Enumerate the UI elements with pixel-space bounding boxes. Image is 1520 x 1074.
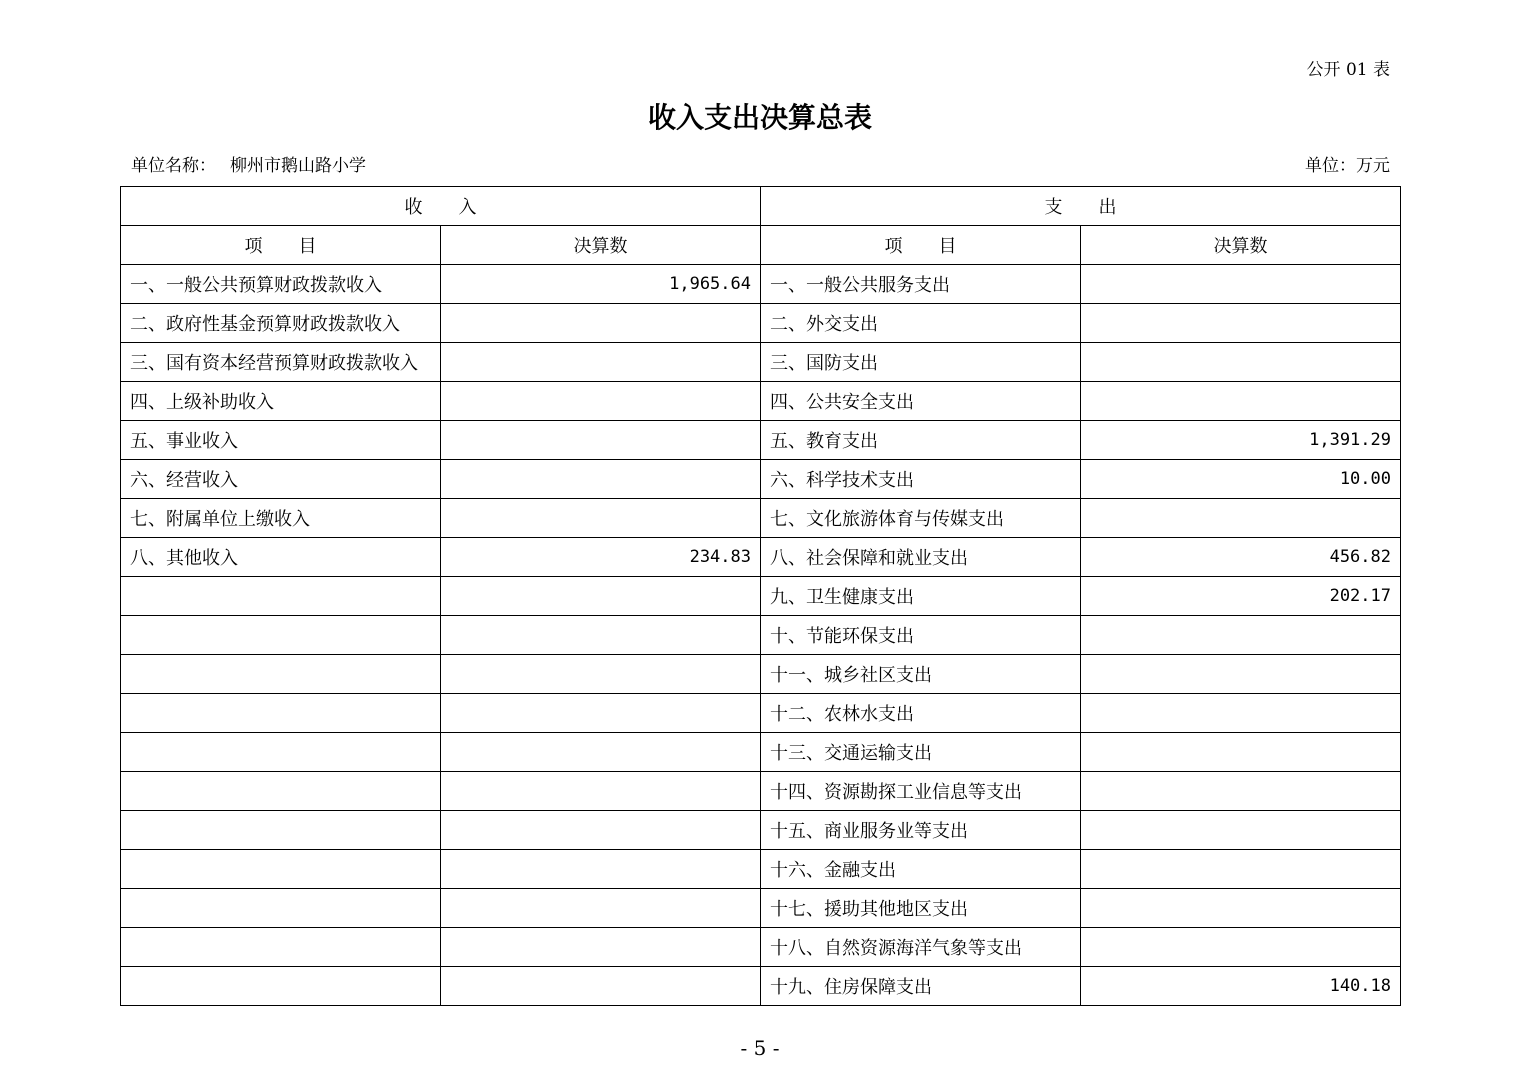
expense-amount-cell: 1,391.29: [1081, 421, 1401, 460]
income-amount-cell: [441, 655, 761, 694]
income-amount-cell: [441, 343, 761, 382]
expense-amount-cell: [1081, 265, 1401, 304]
income-item-cell: [121, 889, 441, 928]
unit-name-value: 柳州市鹅山路小学: [230, 156, 366, 176]
expense-item-cell: 十、节能环保支出: [761, 616, 1081, 655]
table-row: [121, 265, 1401, 304]
income-amount-cell: [441, 421, 761, 460]
table-row: [121, 499, 1401, 538]
table-row: [121, 577, 1401, 616]
expense-item-cell: 十五、商业服务业等支出: [761, 811, 1081, 850]
expense-item-cell: 十八、自然资源海洋气象等支出: [761, 928, 1081, 967]
expense-item-cell: 十三、交通运输支出: [761, 733, 1081, 772]
income-amount-header: 决算数: [441, 226, 761, 265]
expense-amount-cell: [1081, 499, 1401, 538]
income-amount-cell: [441, 616, 761, 655]
expense-item-cell: 十六、金融支出: [761, 850, 1081, 889]
unit-measure: 单位：万元: [1305, 156, 1390, 176]
income-amount-cell: 234.83: [441, 538, 761, 577]
table-section-header-row: [121, 187, 1401, 226]
expense-amount-cell: 456.82: [1081, 538, 1401, 577]
income-item-cell: 四、上级补助收入: [121, 382, 441, 421]
table-row: [121, 616, 1401, 655]
expense-item-cell: 二、外交支出: [761, 304, 1081, 343]
expense-item-cell: 三、国防支出: [761, 343, 1081, 382]
table-row: [121, 733, 1401, 772]
table-row: [121, 850, 1401, 889]
expense-item-cell: 五、教育支出: [761, 421, 1081, 460]
income-amount-cell: [441, 811, 761, 850]
expense-amount-cell: [1081, 343, 1401, 382]
table-column-header-row: [121, 226, 1401, 265]
expense-item-cell: 一、一般公共服务支出: [761, 265, 1081, 304]
income-amount-cell: [441, 889, 761, 928]
expense-amount-cell: 10.00: [1081, 460, 1401, 499]
expense-amount-cell: [1081, 772, 1401, 811]
expense-amount-cell: [1081, 655, 1401, 694]
table-row: [121, 889, 1401, 928]
expense-amount-cell: [1081, 733, 1401, 772]
income-item-cell: [121, 967, 441, 1006]
expense-amount-cell: [1081, 928, 1401, 967]
table-row: [121, 772, 1401, 811]
income-amount-cell: [441, 460, 761, 499]
income-amount-cell: [441, 382, 761, 421]
page-number: - 5 -: [740, 1036, 780, 1060]
expense-item-header: 项 目: [761, 226, 1081, 265]
income-item-header: 项 目: [121, 226, 441, 265]
form-code: 公开 01 表: [1306, 60, 1390, 80]
income-amount-cell: [441, 850, 761, 889]
income-item-cell: 八、其他收入: [121, 538, 441, 577]
page-title: 收入支出决算总表: [647, 101, 872, 134]
expense-amount-cell: [1081, 889, 1401, 928]
expense-item-cell: 八、社会保障和就业支出: [761, 538, 1081, 577]
expense-item-cell: 四、公共安全支出: [761, 382, 1081, 421]
income-item-cell: [121, 733, 441, 772]
table-row: [121, 421, 1401, 460]
income-amount-cell: [441, 733, 761, 772]
expense-item-cell: 七、文化旅游体育与传媒支出: [761, 499, 1081, 538]
expense-item-cell: 十四、资源勘探工业信息等支出: [761, 772, 1081, 811]
income-item-cell: [121, 655, 441, 694]
expense-item-cell: 十七、援助其他地区支出: [761, 889, 1081, 928]
income-expense-table: [120, 186, 1401, 1006]
income-item-cell: [121, 928, 441, 967]
expense-amount-cell: [1081, 694, 1401, 733]
income-amount-cell: [441, 304, 761, 343]
expense-amount-cell: [1081, 382, 1401, 421]
expense-item-cell: 六、科学技术支出: [761, 460, 1081, 499]
income-amount-cell: 1,965.64: [441, 265, 761, 304]
income-amount-cell: [441, 928, 761, 967]
expense-amount-cell: [1081, 304, 1401, 343]
unit-info-row: [131, 155, 1390, 177]
expense-item-cell: 九、卫生健康支出: [761, 577, 1081, 616]
income-item-cell: [121, 850, 441, 889]
income-item-cell: 二、政府性基金预算财政拨款收入: [121, 304, 441, 343]
expense-item-cell: 十九、住房保障支出: [761, 967, 1081, 1006]
income-item-cell: [121, 694, 441, 733]
expense-amount-cell: [1081, 811, 1401, 850]
expense-item-cell: 十二、农林水支出: [761, 694, 1081, 733]
income-amount-cell: [441, 772, 761, 811]
table-row: [121, 967, 1401, 1006]
expense-amount-cell: 140.18: [1081, 967, 1401, 1006]
expense-amount-cell: 202.17: [1081, 577, 1401, 616]
table-row: [121, 343, 1401, 382]
income-item-cell: [121, 811, 441, 850]
table-row: [121, 694, 1401, 733]
income-amount-cell: [441, 499, 761, 538]
expense-amount-cell: [1081, 616, 1401, 655]
expense-section-header: 支 出: [761, 187, 1401, 226]
income-item-cell: [121, 772, 441, 811]
income-item-cell: 一、一般公共预算财政拨款收入: [121, 265, 441, 304]
income-amount-cell: [441, 694, 761, 733]
table-row: [121, 460, 1401, 499]
table-row: [121, 655, 1401, 694]
expense-amount-cell: [1081, 850, 1401, 889]
table-row: [121, 382, 1401, 421]
income-item-cell: 三、国有资本经营预算财政拨款收入: [121, 343, 441, 382]
table-row: [121, 304, 1401, 343]
table-body: [121, 265, 1401, 1006]
table-row: [121, 538, 1401, 577]
income-item-cell: [121, 577, 441, 616]
income-item-cell: 五、事业收入: [121, 421, 441, 460]
income-item-cell: 六、经营收入: [121, 460, 441, 499]
income-amount-cell: [441, 577, 761, 616]
income-item-cell: 七、附属单位上缴收入: [121, 499, 441, 538]
income-amount-cell: [441, 967, 761, 1006]
expense-amount-header: 决算数: [1081, 226, 1401, 265]
expense-item-cell: 十一、城乡社区支出: [761, 655, 1081, 694]
table-row: [121, 928, 1401, 967]
income-item-cell: [121, 616, 441, 655]
unit-name-label: 单位名称：: [131, 156, 216, 176]
income-section-header: 收 入: [121, 187, 761, 226]
table-row: [121, 811, 1401, 850]
